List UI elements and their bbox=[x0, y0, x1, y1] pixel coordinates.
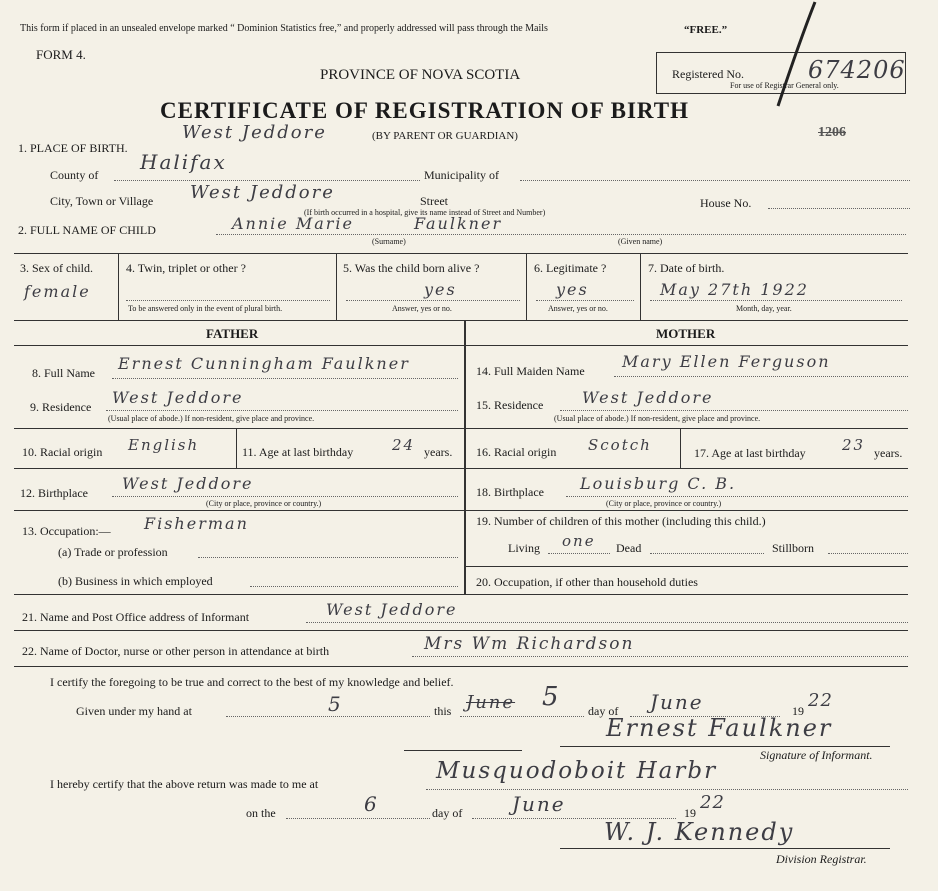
born-alive-value: yes bbox=[424, 280, 457, 299]
mother-birthplace-note: (City or place, province or country.) bbox=[606, 499, 722, 508]
surname-note: (Surname) bbox=[372, 237, 406, 246]
mother-birthplace-label: 18. Birthplace bbox=[476, 485, 544, 499]
month-value: June bbox=[650, 690, 704, 714]
doctor-line bbox=[412, 656, 908, 657]
reg-year-value: 22 bbox=[700, 792, 725, 813]
place-of-birth-value: West Jeddore bbox=[182, 122, 327, 143]
legitimate-note: Answer, yes or no. bbox=[548, 304, 608, 313]
date-of-birth-label: 7. Date of birth. bbox=[648, 261, 725, 275]
year-prefix: 19 bbox=[792, 704, 804, 718]
county-line bbox=[114, 180, 420, 181]
mother-divider-4 bbox=[464, 566, 908, 567]
mother-residence-note: (Usual place of abode.) If non-resident, give place and province. bbox=[554, 414, 761, 423]
mother-residence-label: 15. Residence bbox=[476, 398, 544, 412]
parents-center-divider bbox=[464, 320, 466, 594]
divider-informant-top bbox=[14, 594, 908, 595]
city-value: West Jeddore bbox=[190, 182, 335, 203]
pen-stroke-mark bbox=[770, 0, 820, 110]
postal-free: “FREE.” bbox=[684, 24, 728, 36]
hospital-note: (If birth occurred in a hospital, give its name instead of Street and Number) bbox=[304, 208, 546, 217]
child-surname-value: Faulkner bbox=[414, 214, 503, 233]
municipality-label: Municipality of bbox=[424, 168, 499, 182]
divider-details-bottom bbox=[14, 320, 908, 321]
given-at-line bbox=[226, 716, 430, 717]
mother-name-line bbox=[614, 376, 908, 377]
given-name-note: (Given name) bbox=[618, 237, 663, 246]
city-label: City, Town or Village bbox=[50, 194, 154, 208]
business-line bbox=[250, 586, 458, 587]
this-value: 5 bbox=[542, 682, 561, 712]
registered-number-label: Registered No. bbox=[672, 67, 744, 81]
father-residence-label: 9. Residence bbox=[30, 400, 92, 414]
trade-line bbox=[198, 557, 458, 558]
child-name-label: 2. FULL NAME OF CHILD bbox=[18, 223, 156, 237]
county-value: Halifax bbox=[140, 150, 227, 174]
doctor-value: Mrs Wm Richardson bbox=[424, 634, 635, 654]
dead-line bbox=[650, 553, 764, 554]
house-number-label: House No. bbox=[700, 196, 752, 210]
mother-residence-value: West Jeddore bbox=[582, 388, 714, 407]
registrar-label: Division Registrar. bbox=[776, 852, 867, 866]
divider-col-2 bbox=[336, 253, 337, 320]
divider-certify-top bbox=[14, 666, 908, 667]
father-residence-value: West Jeddore bbox=[112, 388, 244, 407]
divider-col-4 bbox=[640, 253, 641, 320]
registrar-place-value: Musquodoboit Harbr bbox=[436, 758, 718, 784]
mother-divider-3 bbox=[464, 510, 908, 511]
date-of-birth-value: May 27th 1922 bbox=[660, 280, 809, 299]
father-age-value: 24 bbox=[392, 436, 416, 454]
mother-header: MOTHER bbox=[656, 326, 716, 341]
child-name-line bbox=[216, 234, 906, 235]
twin-line bbox=[126, 300, 330, 301]
registrar-signature-line bbox=[560, 848, 890, 849]
dead-label: Dead bbox=[616, 541, 642, 555]
mother-occupation-label: 20. Occupation, if other than household duties bbox=[476, 575, 698, 589]
father-divider-3 bbox=[14, 510, 464, 511]
doctor-label: 22. Name of Doctor, nurse or other person in attendance at birth bbox=[22, 644, 330, 658]
certify-statement: I certify the foregoing to be true and correct to the best of my knowledge and belief. bbox=[50, 675, 454, 689]
registered-number-value: 674206 bbox=[808, 56, 906, 84]
divider-doctor-top bbox=[14, 630, 908, 631]
divider-col-1 bbox=[118, 253, 119, 320]
stillborn-line bbox=[828, 553, 908, 554]
registrar-statement: I hereby certify that the above return was made to me at bbox=[50, 777, 319, 791]
father-racial-label: 10. Racial origin bbox=[22, 445, 103, 459]
stillborn-label: Stillborn bbox=[772, 541, 815, 555]
father-birthplace-label: 12. Birthplace bbox=[20, 486, 88, 500]
father-age-label: 11. Age at last birthday bbox=[242, 445, 354, 459]
given-day-value: 5 bbox=[328, 692, 343, 716]
mother-age-label: 17. Age at last birthday bbox=[694, 446, 806, 460]
father-age-unit: years. bbox=[424, 445, 453, 459]
mother-residence-line bbox=[560, 410, 908, 411]
informant-line bbox=[306, 622, 908, 623]
children-count-label: 19. Number of children of this mother (including this child.) bbox=[476, 514, 766, 528]
given-under-label: Given under my hand at bbox=[76, 704, 192, 718]
father-birthplace-line bbox=[112, 496, 458, 497]
date-of-birth-note: Month, day, year. bbox=[736, 304, 792, 313]
province-heading: PROVINCE OF NOVA SCOTIA bbox=[320, 67, 521, 83]
reg-day-of-label: day of bbox=[432, 806, 463, 820]
registrar-place-line bbox=[426, 789, 908, 790]
father-birthplace-note: (City or place, province or country.) bbox=[206, 499, 322, 508]
form-number: FORM 4. bbox=[36, 47, 86, 62]
father-name-value: Ernest Cunningham Faulkner bbox=[118, 354, 410, 373]
father-occupation-value: Fisherman bbox=[144, 514, 249, 533]
parents-header-divider bbox=[14, 345, 908, 346]
mother-birthplace-value: Louisburg C. B. bbox=[580, 474, 737, 493]
mother-racial-age-divider bbox=[680, 428, 681, 468]
father-name-line bbox=[112, 378, 458, 379]
registrar-use-note: For use of Registrar General only. bbox=[730, 81, 839, 90]
mother-age-value: 23 bbox=[842, 436, 866, 454]
father-name-label: 8. Full Name bbox=[32, 366, 95, 380]
divider-details-top bbox=[14, 253, 908, 254]
twin-note: To be answered only in the event of plural birth. bbox=[128, 304, 283, 313]
informant-label: 21. Name and Post Office address of Informant bbox=[22, 610, 250, 624]
twin-label: 4. Twin, triplet or other ? bbox=[126, 261, 246, 275]
mother-birthplace-line bbox=[566, 496, 908, 497]
mother-name-value: Mary Ellen Ferguson bbox=[622, 352, 831, 371]
mother-name-label: 14. Full Maiden Name bbox=[476, 364, 585, 378]
born-alive-line bbox=[346, 300, 520, 301]
business-label: (b) Business in which employed bbox=[58, 574, 213, 588]
living-line bbox=[548, 553, 610, 554]
day-of-label: day of bbox=[588, 704, 619, 718]
certificate-title: CERTIFICATE OF REGISTRATION OF BIRTH bbox=[160, 98, 689, 123]
mother-divider-1 bbox=[464, 428, 908, 429]
living-label: Living bbox=[508, 541, 540, 555]
crossed-number: 1206 bbox=[818, 125, 846, 140]
legitimate-label: 6. Legitimate ? bbox=[534, 261, 607, 275]
place-of-birth-label: 1. PLACE OF BIRTH. bbox=[18, 141, 128, 155]
registrar-signature: W. J. Kennedy bbox=[604, 818, 795, 846]
mother-age-unit: years. bbox=[874, 446, 903, 460]
divider-col-3 bbox=[526, 253, 527, 320]
this-label: this bbox=[434, 704, 452, 718]
father-racial-value: English bbox=[128, 436, 200, 454]
house-number-line bbox=[768, 208, 910, 209]
reg-year-prefix: 19 bbox=[684, 806, 696, 820]
born-alive-label: 5. Was the child born alive ? bbox=[343, 261, 480, 275]
father-occupation-label: 13. Occupation:— bbox=[22, 524, 111, 538]
father-header: FATHER bbox=[206, 326, 259, 341]
born-alive-note: Answer, yes or no. bbox=[392, 304, 452, 313]
date-of-birth-line bbox=[650, 300, 902, 301]
father-divider-1 bbox=[14, 428, 464, 429]
legitimate-value: yes bbox=[556, 280, 589, 299]
certify-center-rule bbox=[404, 750, 522, 751]
sex-label: 3. Sex of child. bbox=[20, 261, 93, 275]
father-residence-note: (Usual place of abode.) If non-resident, give place and province. bbox=[108, 414, 315, 423]
mother-divider-2 bbox=[464, 468, 908, 469]
reg-day-value: 6 bbox=[364, 792, 379, 816]
informant-value: West Jeddore bbox=[326, 600, 458, 619]
year-value: 22 bbox=[808, 690, 833, 711]
informant-signature: Ernest Faulkner bbox=[606, 714, 833, 742]
reg-month-value: June bbox=[512, 792, 566, 816]
informant-signature-label: Signature of Informant. bbox=[760, 748, 873, 762]
father-racial-age-divider bbox=[236, 428, 237, 468]
reg-day-line bbox=[286, 818, 430, 819]
mother-racial-label: 16. Racial origin bbox=[476, 445, 557, 459]
postal-notice: This form if placed in an unsealed envelope marked “ Dominion Statistics free,” and properly addressed will pass through the Mails bbox=[20, 23, 548, 34]
street-label: Street bbox=[420, 194, 448, 208]
mother-racial-value: Scotch bbox=[588, 436, 652, 454]
child-given-value: Annie Marie bbox=[232, 214, 354, 233]
on-the-label: on the bbox=[246, 806, 276, 820]
sex-value: female bbox=[24, 282, 91, 301]
father-residence-line bbox=[106, 410, 458, 411]
county-label: County of bbox=[50, 168, 99, 182]
legitimate-line bbox=[536, 300, 634, 301]
trade-label: (a) Trade or profession bbox=[58, 545, 168, 559]
living-value: one bbox=[562, 532, 596, 550]
this-line bbox=[460, 716, 584, 717]
informant-signature-line bbox=[560, 746, 890, 747]
this-struck-value: June bbox=[466, 692, 516, 713]
municipality-line bbox=[520, 180, 910, 181]
father-divider-2 bbox=[14, 468, 464, 469]
certificate-subtitle: (BY PARENT OR GUARDIAN) bbox=[372, 130, 518, 142]
father-birthplace-value: West Jeddore bbox=[122, 474, 254, 493]
